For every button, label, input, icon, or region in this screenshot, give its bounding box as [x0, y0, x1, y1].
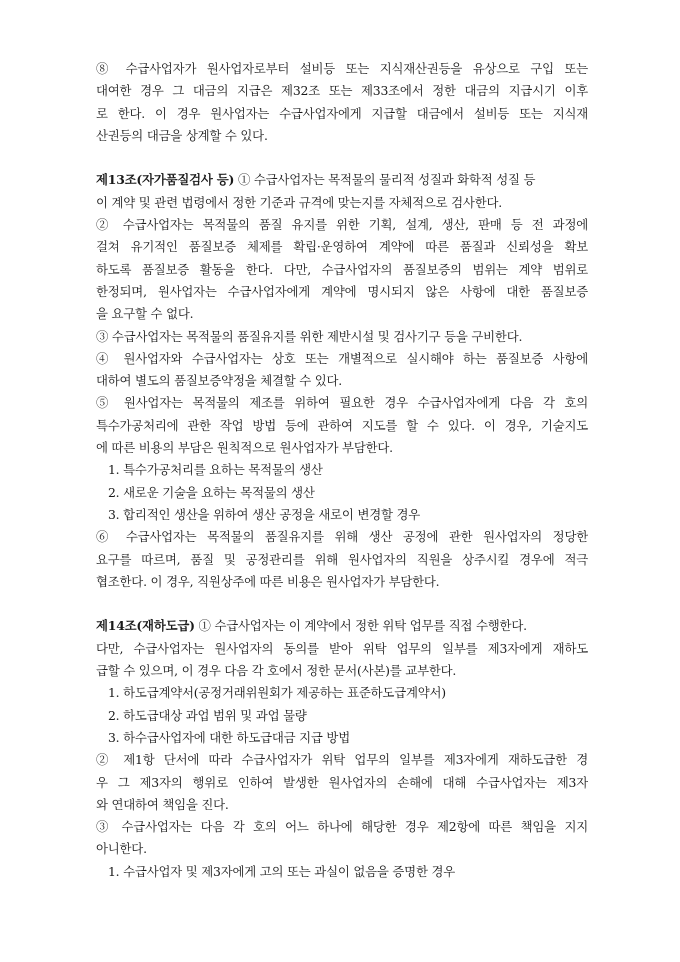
article-13-first-line: ① 수급사업자는 목적물의 물리적 성질과 화학적 성질 등: [234, 172, 536, 188]
spacer: [96, 147, 588, 169]
text-line: 로 한다. 이 경우 원사업자는 수급사업자에게 지급할 대금에서 설비등 또는 지식재: [96, 105, 588, 121]
text-line: [96, 169, 588, 191]
list-item: 1. 수급사업자 및 제3자에게 고의 또는 과실이 없음을 증명한 경우: [108, 863, 455, 879]
text-line: 협조한다. 이 경우, 직원상주에 따른 비용은 원사업자가 부담한다.: [96, 573, 440, 589]
text-line: 에 따른 비용의 부담은 원칙적으로 원사업자가 부담한다.: [96, 440, 393, 456]
text-line: ② 제1항 단서에 따라 수급사업자가 위탁 업무의 일부를 제3자에게 재하도급한 경: [96, 752, 588, 768]
text-line: [96, 615, 588, 637]
spacer: [96, 593, 588, 615]
article-13: [96, 169, 588, 593]
text-line: ② 수급사업자는 목적물의 품질 유지를 위한 기획, 설계, 생산, 판매 등 전 과정에: [96, 217, 588, 233]
text-line: ③ 수급사업자는 다음 각 호의 어느 하나에 해당한 경우 제2항에 따른 책임을 지지: [96, 819, 588, 835]
text-line: 아니한다.: [96, 841, 147, 857]
text-line: 대여한 경우 그 대금의 지급은 제32조 또는 제33조에서 정한 대금의 지급시기 이후: [96, 83, 588, 99]
text-line: 요구를 따르며, 품질 및 공정관리를 위해 원사업자의 직원을 상주시킬 경우에 적극: [96, 551, 588, 567]
text-line: 을 요구할 수 없다.: [96, 306, 194, 322]
list-item: 1. 특수가공처리를 요하는 목적물의 생산: [108, 462, 323, 478]
article-13-title: 제13조(자가품질검사 등): [96, 172, 235, 188]
text-line: 이 계약 및 관련 법령에서 정한 기준과 규격에 맞는지를 자체적으로 검사한다.: [96, 194, 502, 210]
text-line: 걸쳐 유기적인 품질보증 체제를 확립·운영하여 계약에 따른 품질과 신뢰성을 확보: [96, 239, 588, 255]
article-14-title: 제14조(재하도급): [96, 618, 195, 634]
text-line: ⑧ 수급사업자가 원사업자로부터 설비등 또는 지식재산권등을 유상으로 구입 또는: [96, 61, 588, 76]
text-line: 대하여 별도의 품질보증약정을 체결할 수 있다.: [96, 373, 343, 389]
list-item: 3. 합리적인 생산을 위하여 생산 공정을 새로이 변경할 경우: [108, 506, 421, 522]
text-line: 특수가공처리에 관한 작업 방법 등에 관하여 지도를 할 수 있다. 이 경우, 기술지도: [96, 417, 588, 433]
article-14: [96, 615, 588, 883]
text-line: 우 그 제3자의 행위로 인하여 발생한 원사업자의 손해에 대해 수급사업자는 제3자: [96, 774, 588, 790]
clause-8: [96, 58, 588, 147]
document-page: [96, 58, 588, 883]
list-item: 2. 새로운 기술을 요하는 목적물의 생산: [108, 484, 315, 500]
text-line: ③ 수급사업자는 목적물의 품질유지를 위한 제반시설 및 검사기구 등을 구비한다.: [96, 328, 523, 344]
list-item: 3. 하수급사업자에 대한 하도급대금 지급 방법: [108, 729, 350, 745]
text-line: 다만, 수급사업자는 원사업자의 동의를 받아 위탁 업무의 일부를 제3자에게 재하도: [96, 640, 588, 656]
text-line: ④ 원사업자와 수급사업자는 상호 또는 개별적으로 실시해야 하는 품질보증 사항에: [96, 350, 588, 366]
text-line: 와 연대하여 책임을 진다.: [96, 796, 229, 812]
text-line: 급할 수 있으며, 이 경우 다음 각 호에서 정한 문서(사본)를 교부한다.: [96, 663, 457, 679]
text-line: 한정되며, 원사업자는 수급사업자에게 계약에 명시되지 않은 사항에 대한 품질보증: [96, 283, 588, 299]
text-line: 하도록 품질보증 활동을 한다. 다만, 수급사업자의 품질보증의 범위는 계약 범위로: [96, 261, 588, 277]
text-line: 산권등의 대금을 상계할 수 있다.: [96, 127, 268, 143]
list-item: 1. 하도급계약서(공정거래위원회가 제공하는 표준하도급계약서): [108, 685, 446, 701]
article-14-first-line: ① 수급사업자는 이 계약에서 정한 위탁 업무를 직접 수행한다.: [194, 618, 527, 634]
list-item: 2. 하도급대상 과업 범위 및 과업 물량: [108, 707, 307, 723]
text-line: ⑤ 원사업자는 목적물의 제조를 위하여 필요한 경우 수급사업자에게 다음 각 호의: [96, 395, 588, 411]
text-line: ⑥ 수급사업자는 목적물의 품질유지를 위해 생산 공정에 관한 원사업자의 정당한: [96, 529, 588, 545]
